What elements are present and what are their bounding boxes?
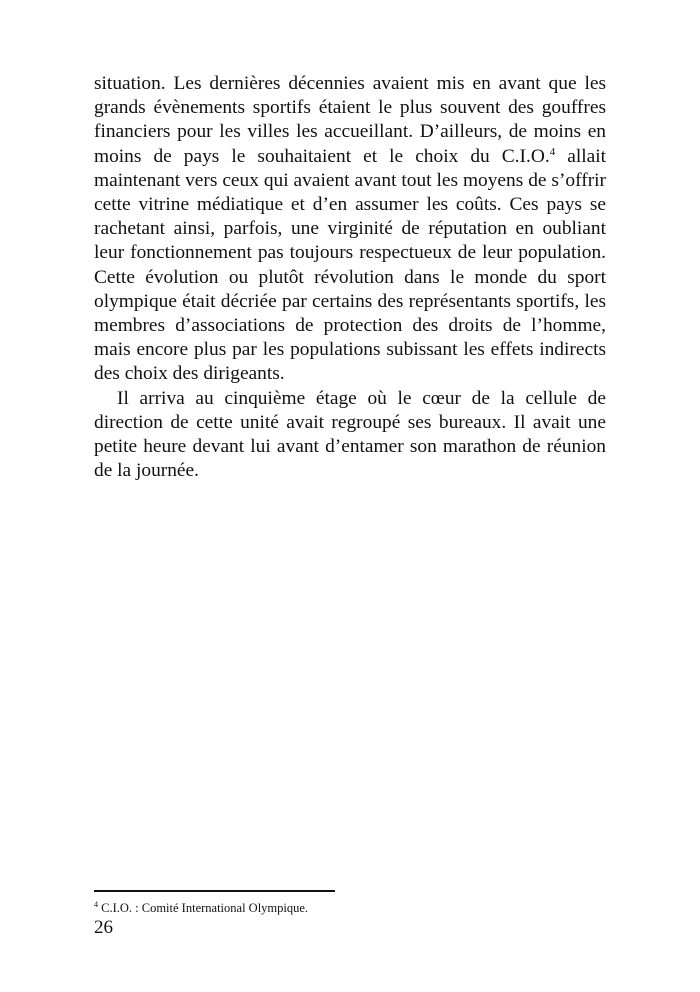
paragraph-1-text-a: situation. Les dernières décennies avaient mis en avant que les grands évènements sportifs étaient le plus souvent des gouffres financiers pour les villes les accueillant. D’ailleurs, de moins en moins de pays le souhaitaient et le choix du C.I.O. — [94, 73, 606, 167]
paragraph-1-text-b: allait maintenant vers ceux qui avaient avant tout les moyens de s’offrir cette vitrine médiatique et d’en assumer les coûts. Ces pays se rachetant ainsi, parfois, une virginité de réputation en oubliant leur fonctionnement pas toujours respectueux de leur population. Cette évolution ou plutôt révolution dans le monde du sport olympique était décriée par certains des représentants sportifs, les membres d’associations de protection des droits de l’homme, mais encore plus par les populations subissant les effets indirects des choix des dirigeants. — [94, 145, 606, 385]
footnote-text: C.I.O. : Comité International Olympique. — [98, 901, 309, 915]
paragraph-1 — [94, 72, 606, 387]
page-number: 26 — [94, 917, 113, 938]
footnote-marker: 4 — [94, 900, 98, 909]
footnote — [94, 900, 606, 916]
footnote-reference: 4 — [549, 145, 556, 158]
paragraph-2: Il arriva au cinquième étage où le cœur de la cellule de direction de cette unité avait regroupé ses bureaux. Il avait une petite heure devant lui avant d’entamer son marathon de réunion de la journée. — [94, 387, 606, 482]
body-text — [94, 72, 606, 483]
footnote-divider — [94, 890, 335, 892]
